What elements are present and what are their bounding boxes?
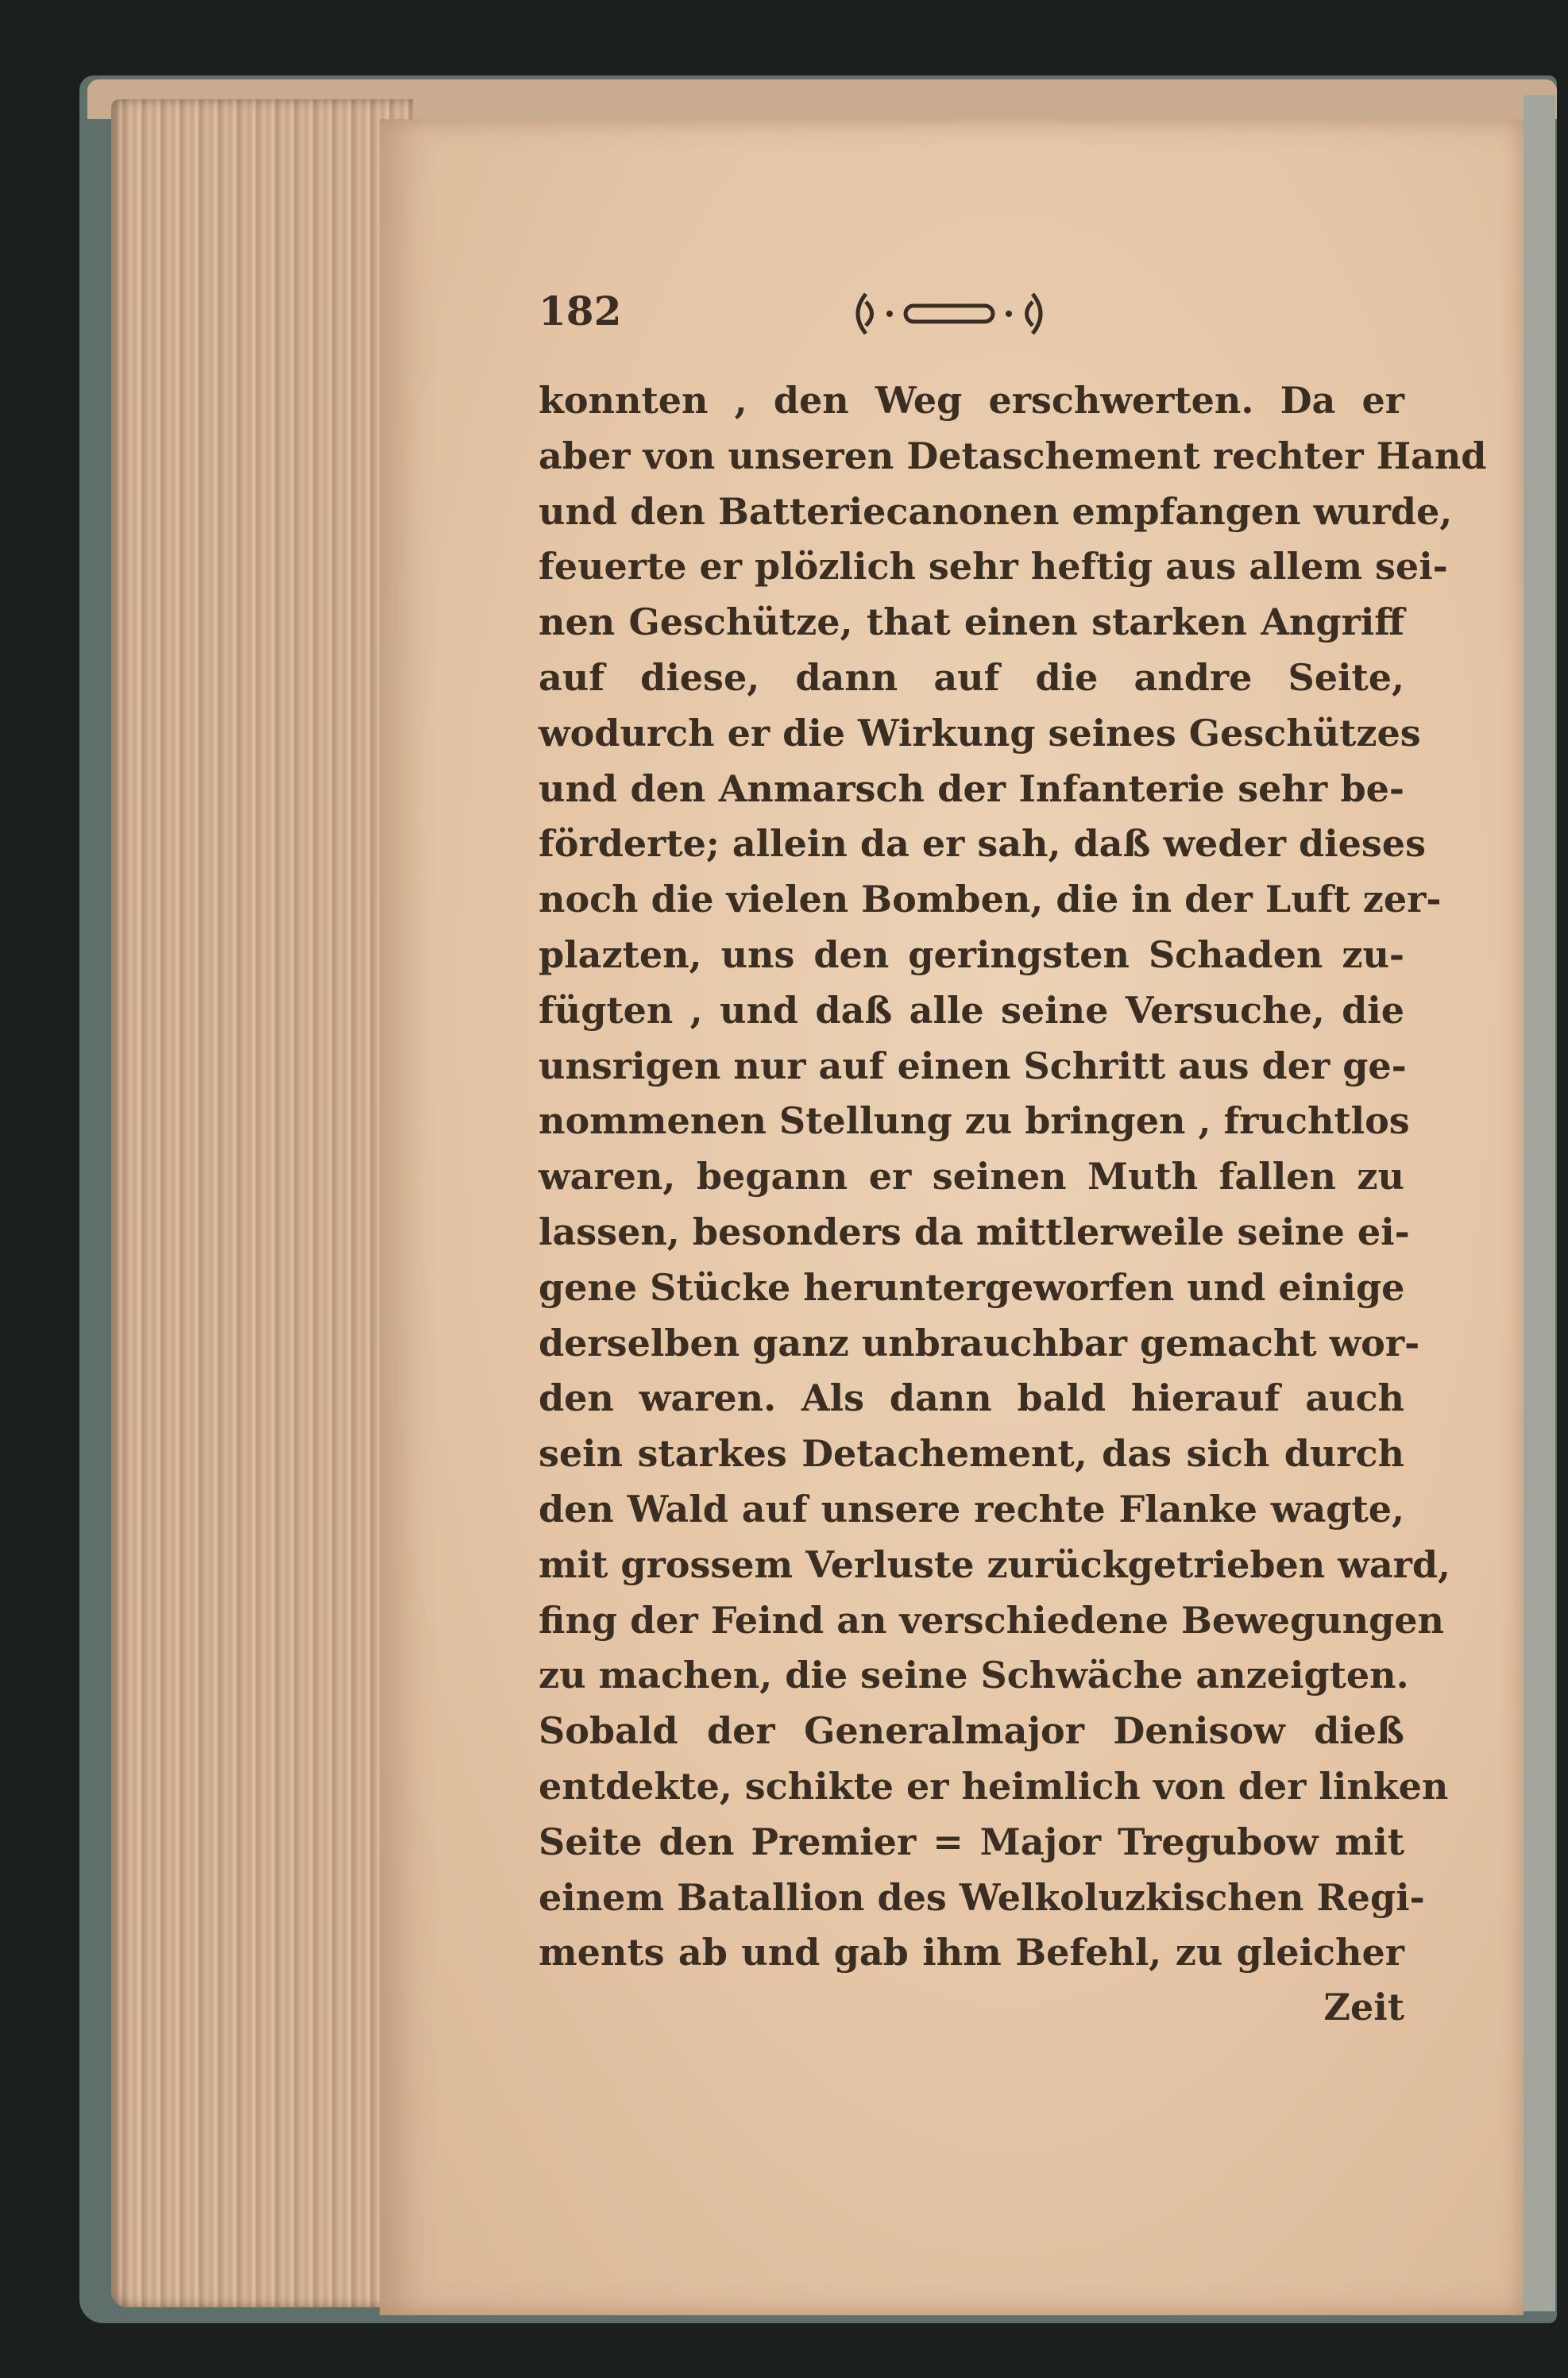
text-line: waren, begann er seinen Muth fallen zu [539, 1155, 1404, 1199]
ornament-icon [842, 286, 1056, 342]
text-line: ments ab und gab ihm Befehl, zu gleicher [539, 1931, 1404, 1975]
text-line: fing der Feind an verschiedene Bewegungen [539, 1598, 1444, 1642]
text-line: noch die vielen Bomben, die in der Luft zer- [539, 878, 1442, 921]
text-line: wodurch er die Wirkung seines Geschützes [539, 711, 1421, 755]
text-line: zu machen, die seine Schwäche anzeigten. [539, 1654, 1409, 1697]
text-line: gene Stücke heruntergeworfen und einige [539, 1265, 1405, 1309]
text-line: einem Batallion des Welkoluzkischen Regi- [539, 1875, 1425, 1919]
text-line: konnten , den Weg erschwerten. Da er [539, 379, 1404, 422]
text-line: derselben ganz unbrauchbar gemacht wor- [539, 1321, 1420, 1365]
text-line: mit grossem Verluste zurückgetrieben ward, [539, 1542, 1451, 1586]
text-line: lassen, besonders da mittlerweile seine ei- [539, 1210, 1410, 1253]
text-line: und den Anmarsch der Infanterie sehr be- [539, 766, 1404, 810]
text-line: Seite den Premier = Major Tregubow mit [539, 1820, 1404, 1863]
text-line: auf diese, dann auf die andre Seite, [539, 655, 1404, 699]
page-edges-stack [111, 99, 413, 2307]
text-line: Sobald der Generalmajor Denisow dieß [539, 1709, 1404, 1753]
text-line: plazten, uns den geringsten Schaden zu- [539, 932, 1404, 976]
text-line: sein starkes Detachement, das sich durch [539, 1432, 1404, 1476]
text-line: entdekte, schikte er heimlich von der linken [539, 1764, 1449, 1808]
text-line: den Wald auf unsere rechte Flanke wagte, [539, 1487, 1404, 1531]
text-line: und den Batteriecanonen empfangen wurde, [539, 489, 1453, 533]
page-number: 182 [539, 288, 622, 334]
text-line: förderte; allein da er sah, daß weder dieses [539, 822, 1426, 866]
text-line: nen Geschütze, that einen starken Angriff [539, 600, 1404, 644]
text-line: fügten , und daß alle seine Versuche, die [539, 988, 1404, 1032]
body-text [539, 373, 1487, 1981]
catchword: Zeit [1323, 1986, 1404, 2029]
cover-right-edge [1524, 95, 1555, 2311]
text-line: unsrigen nur auf einen Schritt aus der ge- [539, 1044, 1407, 1087]
text-line: aber von unseren Detaschement rechter Hand [539, 434, 1487, 477]
text-line: nommenen Stellung zu bringen , fruchtlos [539, 1099, 1410, 1143]
text-line: feuerte er plözlich sehr heftig aus allem sei- [539, 545, 1448, 589]
text-line: den waren. Als dann bald hierauf auch [539, 1376, 1404, 1420]
